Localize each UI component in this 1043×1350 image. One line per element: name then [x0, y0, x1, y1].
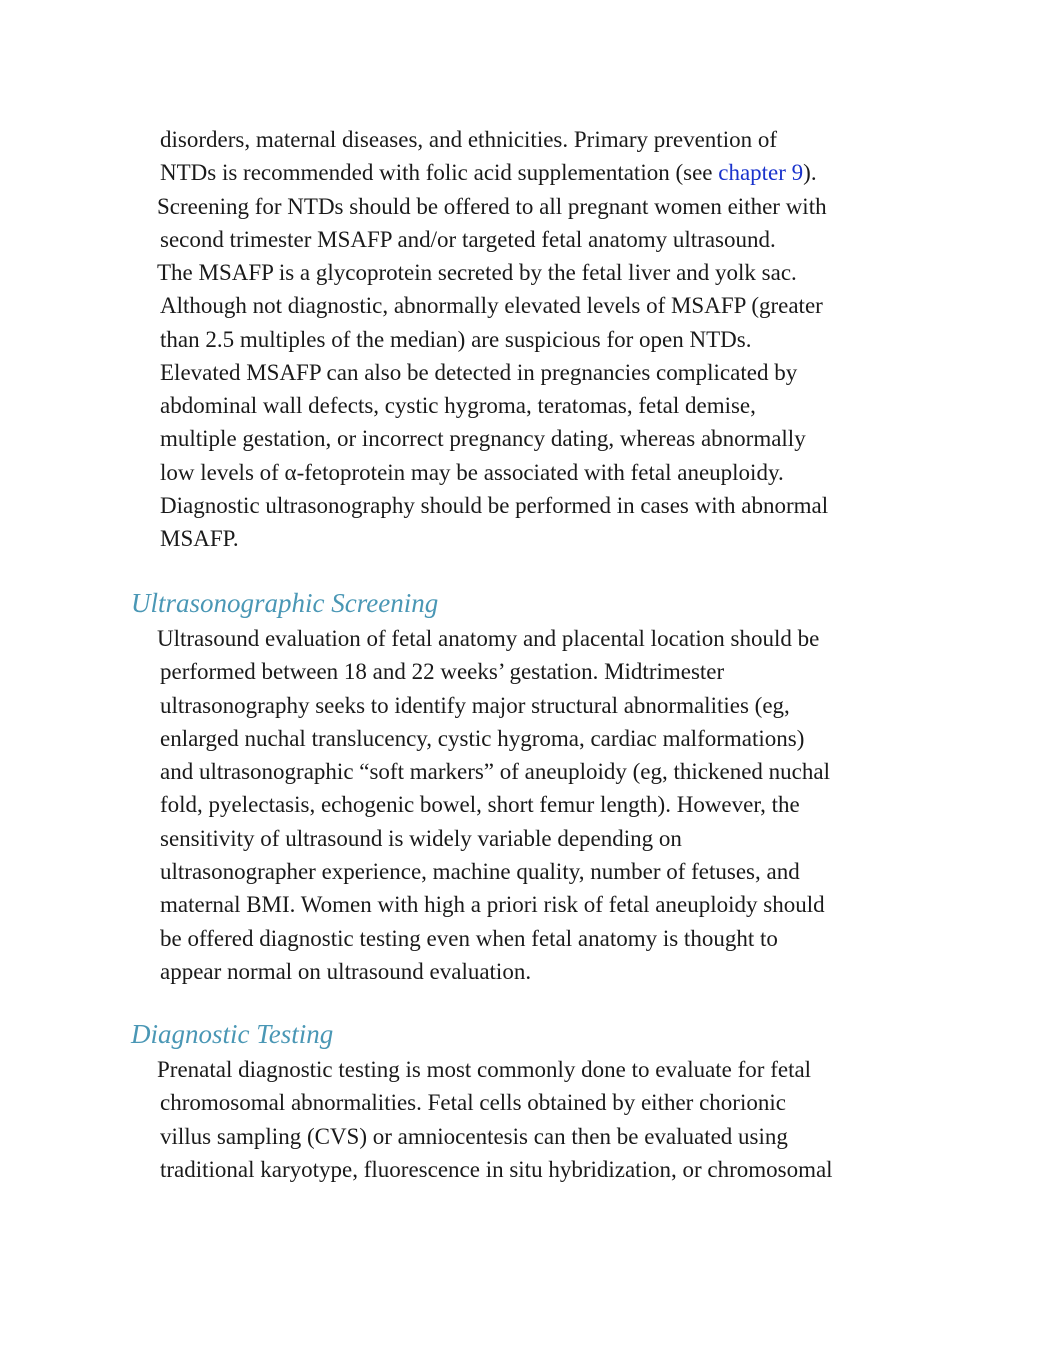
text-line: Prenatal diagnostic testing is most commonly done to evaluate for fetal	[157, 1057, 812, 1082]
text-line: maternal BMI. Women with high a priori risk of fetal aneuploidy should	[160, 892, 825, 918]
text-line: chromosomal abnormalities. Fetal cells obtained by either chorionic	[160, 1090, 786, 1116]
text-line: enlarged nuchal translucency, cystic hygroma, cardiac malformations)	[160, 725, 805, 751]
text-line: fold, pyelectasis, echogenic bowel, short femur length). However, the	[160, 792, 800, 818]
paragraph-msafp	[157, 256, 917, 556]
text-line: and ultrasonographic “soft markers” of aneuploidy (eg, thickened nuchal	[160, 759, 830, 785]
text-line: than 2.5 multiples of the median) are suspicious for open NTDs.	[160, 326, 752, 352]
text-line: The MSAFP is a glycoprotein secreted by the fetal liver and yolk sac.	[157, 260, 797, 285]
text-line: appear normal on ultrasound evaluation.	[160, 958, 532, 984]
text-line: ultrasonographer experience, machine quality, number of fetuses, and	[160, 859, 800, 885]
text-line: NTDs is recommended with folic acid supplementation (see chapter 9).	[160, 160, 817, 186]
heading-ultrasonographic-screening: Ultrasonographic Screening	[131, 588, 439, 618]
paragraph-prenatal-diagnostic-testing	[157, 1053, 917, 1186]
text-line: abdominal wall defects, cystic hygroma, teratomas, fetal demise,	[160, 393, 756, 419]
text-line: Diagnostic ultrasonography should be performed in cases with abnormal	[160, 493, 829, 519]
text-line: multiple gestation, or incorrect pregnancy dating, whereas abnormally	[160, 426, 806, 452]
paragraph-ntd-screening	[157, 190, 917, 257]
text-line: Screening for NTDs should be offered to all pregnant women either with	[157, 194, 827, 219]
heading-diagnostic-testing: Diagnostic Testing	[131, 1019, 334, 1049]
text-line: disorders, maternal diseases, and ethnicities. Primary prevention of	[160, 127, 777, 152]
text-line: Although not diagnostic, abnormally elevated levels of MSAFP (greater	[160, 293, 823, 319]
text-line: MSAFP.	[160, 526, 239, 552]
text-line: low levels of α-fetoprotein may be associated with fetal aneuploidy.	[160, 459, 784, 485]
chapter-9-link[interactable]: chapter 9	[718, 160, 804, 186]
text-line: be offered diagnostic testing even when fetal anatomy is thought to	[160, 925, 778, 951]
text-line: Ultrasound evaluation of fetal anatomy and placental location should be	[157, 626, 820, 651]
text-line: Elevated MSAFP can also be detected in pregnancies complicated by	[160, 359, 798, 385]
text-line: traditional karyotype, fluorescence in situ hybridization, or chromosomal	[160, 1156, 833, 1182]
text-line: performed between 18 and 22 weeks’ gestation. Midtrimester	[160, 659, 725, 685]
text-line: villus sampling (CVS) or amniocentesis can then be evaluated using	[160, 1123, 788, 1149]
text-line: ultrasonography seeks to identify major structural abnormalities (eg,	[160, 692, 790, 718]
paragraph-ultrasound-evaluation	[157, 622, 917, 988]
text-line: sensitivity of ultrasound is widely variable depending on	[160, 825, 682, 851]
paragraph-folic-acid	[157, 123, 917, 190]
text-line: second trimester MSAFP and/or targeted fetal anatomy ultrasound.	[160, 227, 776, 253]
